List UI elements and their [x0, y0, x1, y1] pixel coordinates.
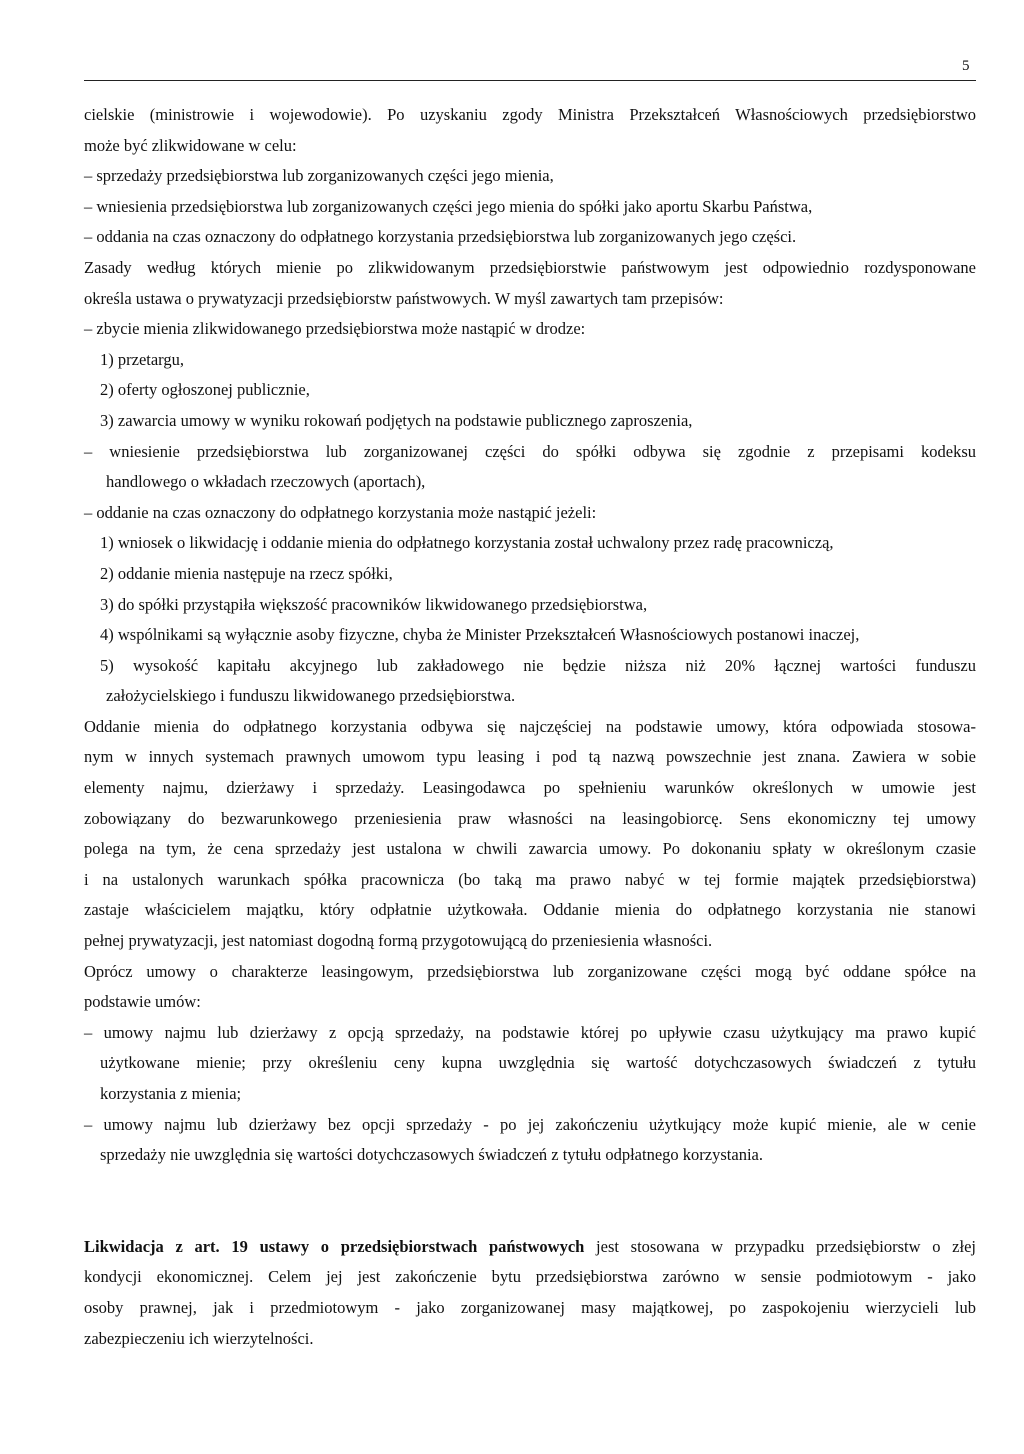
text-line: osoby prawnej, jak i przedmiotowym - jako zorganizowanej masy majątkowej, po zaspokojeniu wierzycieli lub [84, 1297, 976, 1317]
list-item: 4) wspólnikami są wyłącznie asoby fizyczne, chyba że Minister Przekształceń Własnościowych postanowi inaczej, [100, 625, 860, 645]
text-line: Zasady według których mienie po zlikwidowanym przedsiębiorstwie państwowym jest odpowiednio rozdysponowane [84, 257, 976, 277]
list-item-continuation: sprzedaży nie uwzględnia się wartości dotychczasowych świadczeń z tytułu odpłatnego korzystania. [100, 1145, 763, 1165]
text-line: podstawie umów: [84, 992, 201, 1012]
list-item: – zbycie mienia zlikwidowanego przedsiębiorstwa może nastąpić w drodze: [84, 319, 586, 339]
list-item: 3) zawarcia umowy w wyniku rokowań podjętych na podstawie publicznego zaproszenia, [100, 410, 693, 430]
text-line: zabezpieczeniu ich wierzytelności. [84, 1328, 314, 1348]
text-line: Oddanie mienia do odpłatnego korzystania odbywa się najczęściej na podstawie umowy, która odpowiada stosowa- [84, 716, 976, 736]
list-item: 2) oddanie mienia następuje na rzecz spółki, [100, 563, 393, 583]
list-item: 5) wysokość kapitału akcyjnego lub zakładowego nie będzie niższa niż 20% łącznej wartości funduszu [100, 655, 976, 675]
list-item: – oddania na czas oznaczony do odpłatnego korzystania przedsiębiorstwa lub zorganizowanych jego części. [84, 227, 797, 247]
document-body [84, 100, 976, 1354]
list-item-continuation: użytkowane mienie; przy określeniu ceny kupna uwzględnia się wartość dotychczasowych świadczeń z tytułu [100, 1053, 976, 1073]
list-item: – umowy najmu lub dzierżawy z opcją sprzedaży, na podstawie której po upływie czasu użytkujący ma prawo kupić [84, 1022, 976, 1042]
list-item: – wniesienia przedsiębiorstwa lub zorganizowanych części jego mienia do spółki jako aportu Skarbu Państwa, [84, 196, 813, 216]
list-item: – umowy najmu lub dzierżawy bez opcji sprzedaży - po jej zakończeniu użytkujący może kupić mienie, ale w cenie [84, 1114, 976, 1134]
list-item: 1) wniosek o likwidację i oddanie mienia do odpłatnego korzystania został uchwalony przez radę pracowniczą, [100, 533, 834, 553]
bold-lead: Likwidacja z art. 19 ustawy o przedsiębiorstwach państwowych [84, 1236, 585, 1256]
page-number: 5 [962, 58, 970, 74]
text-line: kondycji ekonomicznej. Celem jej jest zakończenie bytu przedsiębiorstwa zarówno w sensie podmiotowym - jako [84, 1267, 976, 1287]
text-line: zastaje właścicielem majątku, który odpłatnie użytkowała. Oddanie mienia do odpłatnego korzystania nie stanowi [84, 900, 976, 920]
text-line: elementy najmu, dzierżawy i sprzedaży. Leasingodawca po spełnieniu warunków określonych w umowie jest [84, 778, 976, 798]
list-item: 2) oferty ogłoszonej publicznie, [100, 380, 310, 400]
list-item-continuation: handlowego o wkładach rzeczowych (aportach), [106, 472, 426, 492]
text-line: polega na tym, że cena sprzedaży jest ustalona w chwili zawarcia umowy. Po dokonaniu spłaty w określonym czasie [84, 839, 976, 859]
text-line: nym w innych systemach prawnych umowom typu leasing i pod tą nazwą powszechnie jest znana. Zawiera w sobie [84, 747, 976, 767]
list-item-continuation: korzystania z mienia; [100, 1084, 242, 1103]
list-item: – sprzedaży przedsiębiorstwa lub zorganizowanych części jego mienia, [84, 166, 554, 186]
text-segment: jest stosowana w przypadku przedsiębiorstw o złej [584, 1236, 976, 1256]
text-line: określa ustawa o prywatyzacji przedsiębiorstw państwowych. W myśl zawartych tam przepisów: [84, 288, 724, 308]
text-line [84, 1232, 976, 1263]
text-line: cielskie (ministrowie i wojewodowie). Po uzyskaniu zgody Ministra Przekształceń Własnościowych przedsiębiorstwo [84, 105, 976, 124]
text-line: pełnej prywatyzacji, jest natomiast dogodną formą przygotowującą do przeniesienia własności. [84, 931, 713, 951]
header-rule [84, 80, 976, 81]
text-line: może być zlikwidowane w celu: [84, 135, 297, 155]
list-item: 1) przetargu, [100, 349, 184, 369]
text-line: Oprócz umowy o charakterze leasingowym, przedsiębiorstwa lub zorganizowane części mogą być oddane spółce na [84, 961, 976, 981]
list-item: – oddanie na czas oznaczony do odpłatnego korzystania może nastąpić jeżeli: [84, 502, 597, 522]
text-line: i na ustalonych warunkach spółka pracownicza (bo taką ma prawo nabyć w tej formie majątek przedsiębiorstwa) [84, 869, 976, 889]
list-item: – wniesienie przedsiębiorstwa lub zorganizowanej części do spółki odbywa się zgodnie z przepisami kodeksu [84, 441, 976, 461]
paragraph-spacer [84, 1171, 976, 1232]
list-item-continuation: założycielskiego i funduszu likwidowanego przedsiębiorstwa. [106, 686, 516, 706]
list-item: 3) do spółki przystąpiła większość pracowników likwidowanego przedsiębiorstwa, [100, 594, 648, 614]
text-line: zobowiązany do bezwarunkowego przeniesienia praw własności na leasingobiorcę. Sens ekonomiczny tej umowy [84, 808, 976, 828]
